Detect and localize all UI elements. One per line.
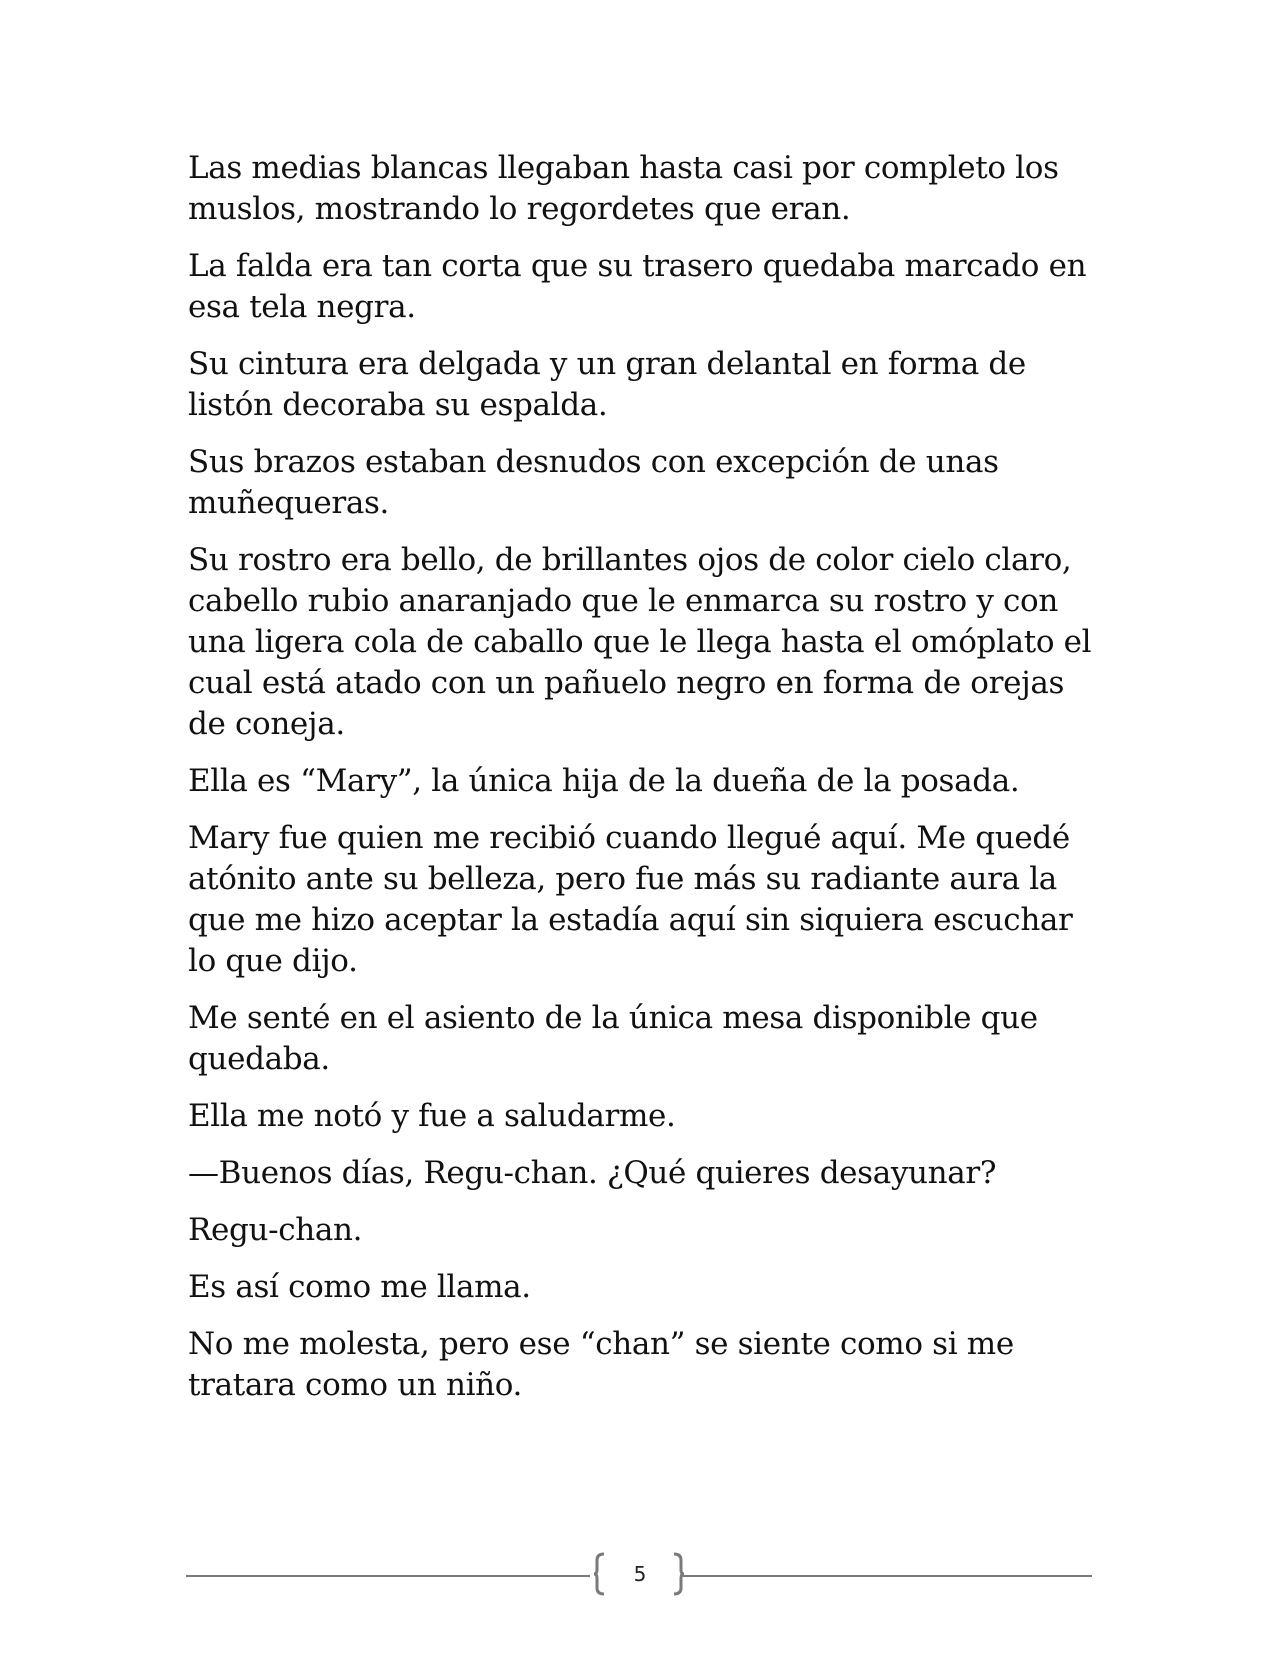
paragraph: Mary fue quien me recibió cuando llegué aquí. Me quedé atónito ante su belleza, pero fue más su radiante aura la que me hizo aceptar la estadía aquí sin siquiera escuchar lo que dijo. [188,820,1073,979]
paragraph: Su rostro era bello, de brillantes ojos de color cielo claro, cabello rubio anaranjado que le enmarca su rostro y con una ligera cola de caballo que le llega hasta el omóplato el cual está atado con un pañuelo negro en forma de orejas de coneja. [188,542,1092,742]
paragraph: No me molesta, pero ese “chan” se siente como si me tratara como un niño. [188,1326,1014,1403]
body-text [188,148,1098,1422]
paragraph: —Buenos días, Regu-chan. ¿Qué quieres desayunar? [188,1155,997,1191]
left-brace-icon [592,1552,606,1596]
paragraph: Ella es “Mary”, la única hija de la dueña de la posada. [188,763,1020,799]
paragraph: Las medias blancas llegaban hasta casi por completo los muslos, mostrando lo regordetes que eran. [188,150,1059,227]
footer-rule-right [680,1575,1092,1577]
footer-rule-left [186,1575,590,1577]
right-brace-icon [672,1552,686,1596]
paragraph: Me senté en el asiento de la única mesa disponible que quedaba. [188,1000,1038,1077]
paragraph: Sus brazos estaban desnudos con excepción de unas muñequeras. [188,444,999,521]
paragraph: Regu-chan. [188,1212,363,1248]
page-number: 5 [633,1562,647,1586]
paragraph: Su cintura era delgada y un gran delantal en forma de listón decoraba su espalda. [188,346,1026,423]
page-footer [186,1552,1092,1600]
paragraph: La falda era tan corta que su trasero quedaba marcado en esa tela negra. [188,248,1087,325]
paragraph: Ella me notó y fue a saludarme. [188,1098,676,1134]
paragraph: Es así como me llama. [188,1269,531,1305]
